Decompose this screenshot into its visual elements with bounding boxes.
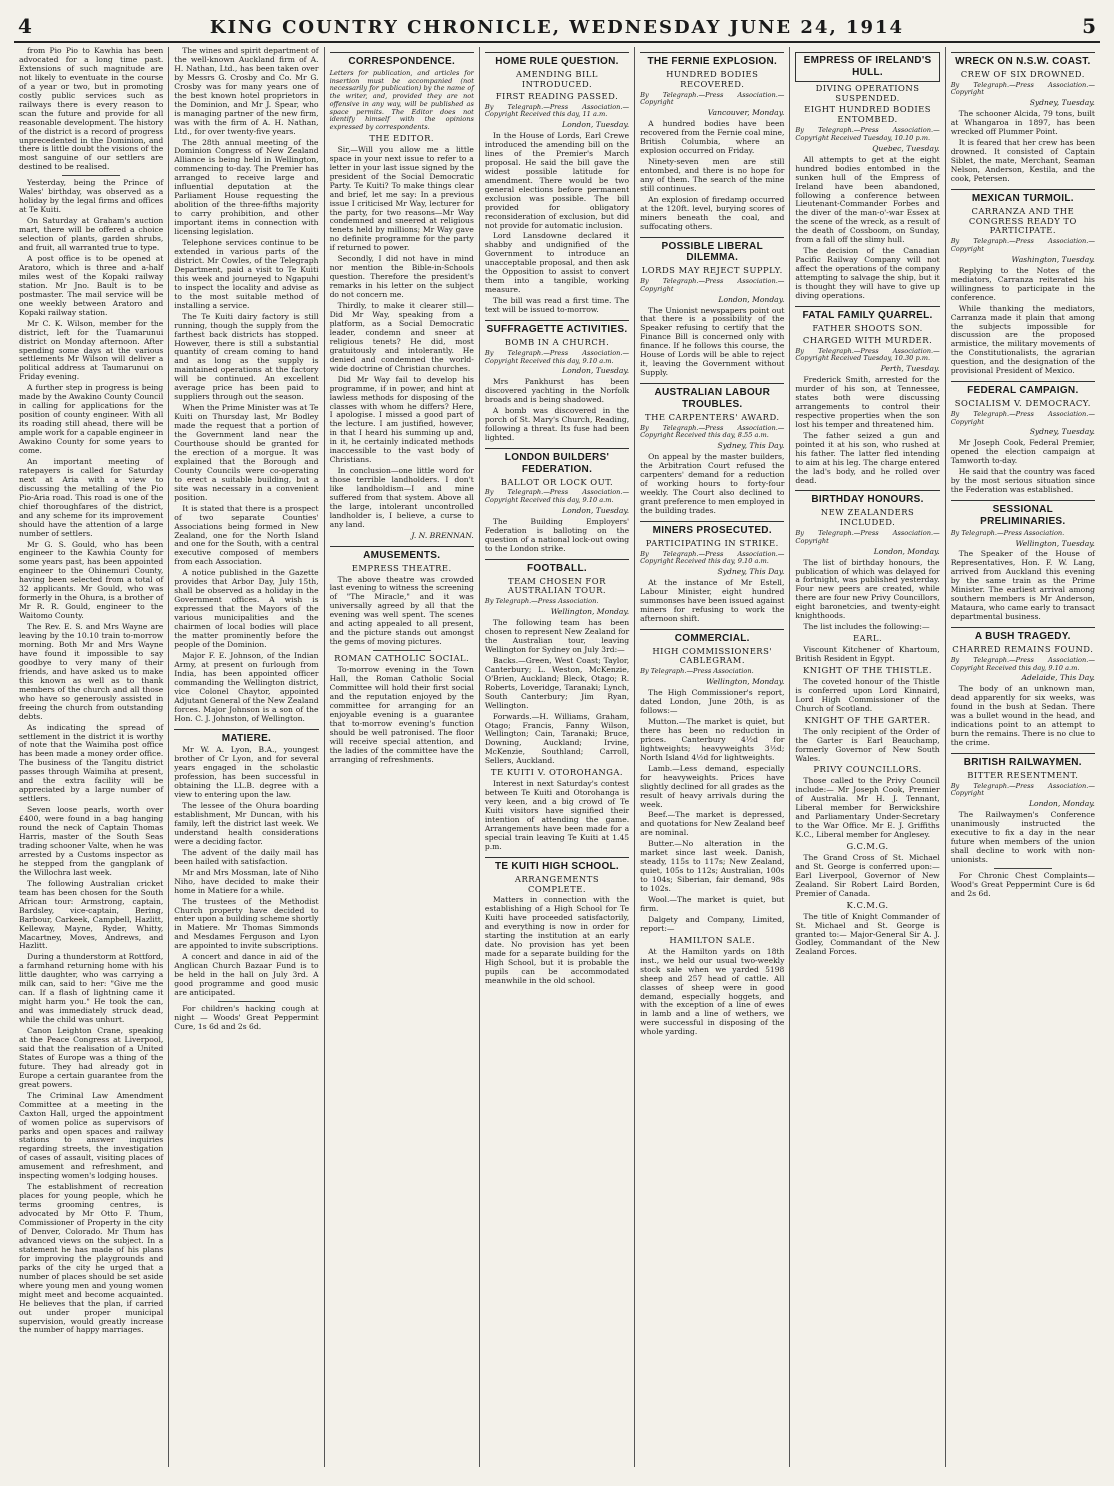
wire-credit: By Telegraph.—Press Association.—Copyright (950, 80, 1095, 97)
dateline: Vancouver, Monday. (707, 108, 785, 118)
letter-signature: J. N. BRENNAN. (411, 530, 474, 540)
paragraph: Interest in next Saturday's contest between Te Kuiti and Otorohanga is very keen, and a big crowd of Te Kuiti visitors have signified their intention of attending the game. Arrangements have been made for a special train leaving Te Kuiti at 1.45 p.m. (484, 779, 630, 851)
paragraph: The Speaker of the House of Representatives, Hon. F. W. Lang, arrived from Auckland this evening by the same train as the Prime Minister. The earliest arrival among southern members is Mr Anderson, Mataura, who came early to transact departmental business. (950, 549, 1095, 622)
divider (994, 868, 1052, 869)
paragraph: Dalgety and Company, Limited, report:— (640, 914, 785, 933)
headline-family-quarrel: FATAL FAMILY QUARREL. (795, 306, 939, 322)
dateline: Sydney, Tuesday. (1029, 427, 1095, 437)
headline-british-railwaymen: BRITISH RAILWAYMEN. (951, 753, 1095, 769)
masthead (14, 10, 1100, 43)
paragraph: Mrs Pankhurst has been discovered yachting in the Norfolk broads and is being shadowed. (484, 377, 630, 405)
paragraph: A bomb was discovered in the porch of St. Mary's Church, Reading, following a threat. Its fuse had been lighted. (484, 406, 630, 442)
paragraph: Mr C. K. Wilson, member for the district, left for the Tuamarunui district on Monday afternoon. After spending some days at the various settlements Mr Wilson will deliver a political address at Taumarunui on Friday evening. (19, 318, 164, 382)
paragraph: The coveted honour of the Thistle is conferred upon Lord Kinnaird, Lord High Commissioner of the Church of Scotland. (795, 676, 940, 713)
paragraph: The Grand Cross of St. Michael and St. George is conferred upon:— Earl Liverpool, Governor of New Zealand. Sir Robert Laird Borden, Premier of Canada. (795, 852, 940, 898)
paragraph: The following Australian cricket team has been chosen for the South African tour: Armstrong, captain, Bardsley, vice-captain, Bering, Barbour, Carkeek, Campbell, Hazlitt, Kelleway, Mayne, Ryder, Whitty, Macartney, Moves, Andrews, and Hazlitt. (19, 878, 164, 951)
divider (62, 175, 120, 176)
subhead: DIVING OPERATIONS SUSPENDED. (815, 82, 920, 103)
dateline: Sydney, This Day. (717, 441, 785, 451)
paragraph: When the Prime Minister was at Te Kuiti on Thursday last, Mr Bodley made the request that a portion of the Government land near the Courthouse should be granted for the erection of a morgue. It was explained that the Borough and County Councils were co-operating to erect a suitable building, but a site was necessary in a convenient position. (174, 403, 319, 502)
paragraph: A post office is to be opened at Aratoro, which is three and a-half miles west of the Kopaki railway station. Mr Jno. Bault is to be postmaster. The mail service will be one weekly between Aratoro and Kopaki railway station. (19, 253, 164, 317)
paragraph: On appeal by the master builders, the Arbitration Court refused the carpenters' demand for a reduction of working hours to forty-four weekly. The Court also declined to grant preference to men employed in the building trades. (640, 452, 785, 515)
paragraph: Lord Lansdowne declared it shabby and undignified of the Government to introduce an unacceptable proposal, and then ask the Opposition to assist to convert them into a tangible, working measure. (484, 231, 630, 295)
paragraph: Viscount Kitchener of Khartoum, British Resident in Egypt. (795, 645, 940, 664)
paragraph: The wines and spirit department of the well-known Auckland firm of A. H. Nathan, Ltd., has been taken over by Messrs G. Crosby and Co. Mr G. Crosby was for many years one of the best known hotel proprietors in the Dominion, and Mr J. Spear, who is managing partner of the new firm, was with the firm of A. H. Nathan, Ltd., for over twenty-five years. (174, 47, 319, 136)
paragraph: The Te Kuiti dairy factory is still running, though the supply from the farthest back districts has stopped. However, there is still a substantial quantity of cream coming to hand and as long as the supply is maintained operations at the factory will be continued. An excellent average price has been paid to suppliers through out the season. (174, 311, 319, 402)
honours-heading: G.C.M.G. (846, 841, 889, 852)
advertisement: For children's hacking cough at night — Woods' Great Peppermint Cure, 1s 6d and 2s 6d. (174, 1004, 319, 1031)
advertisement: For Chronic Chest Complaints—Wood's Great Peppermint Cure is 6d and 2s 6d. (950, 870, 1095, 898)
subhead: EIGHT HUNDRED BODIES ENTOMBED. (804, 104, 931, 125)
paragraph: He said that the country was faced by the most serious situation since the Federation was established. (950, 467, 1095, 495)
subhead: CHARGED WITH MURDER. (802, 334, 933, 345)
column-3 (325, 47, 480, 1467)
paragraph: Beef.—The market is depressed, and quotations for New Zealand beef are nominal. (640, 810, 785, 838)
paragraph: The Railwaymen's Conference unanimously instructed the executive to fix a day in the near future when members of the union shall decline to work with non-unionists. (950, 810, 1095, 864)
subhead: TEAM CHOSEN FOR AUSTRALIAN TOUR. (507, 575, 607, 596)
headline-high-school: TE KUITI HIGH SCHOOL. (485, 857, 629, 873)
paragraph: The list includes the following:— (803, 622, 930, 632)
headline-federal-campaign: FEDERAL CAMPAIGN. (951, 381, 1095, 397)
paragraph: In the House of Lords, Earl Crewe introduced the amending bill on the lines of the Premier's March proposal. He said the bill gave the widest possible latitude for amendment. There would be two general elections before permanent exclusion was possible. The bill provided for obligatory reconsideration of exclusion, but did not provide for automatic inclusion. (484, 131, 630, 230)
paragraph: The list of birthday honours, the publication of which was delayed for a fortnight, was published yesterday. Four new peers are created, while there are four new Privy Councillors, eight baronetcies, and twenty-eight knighthoods. (795, 557, 940, 621)
headline-commercial: COMMERCIAL. (640, 629, 784, 645)
salutation: THE EDITOR. (369, 132, 435, 143)
paragraph: While thanking the mediators, Carranza made it plain that among the subjects impossible for discussion are the proposed armistice, the military movements of the Constitutionalists, the agrarian question, and the designation of the provisional President of Mexico. (950, 303, 1095, 376)
subhead-empress-theatre: EMPRESS THEATRE. (351, 562, 452, 573)
headline-suffragette: SUFFRAGETTE ACTIVITIES. (485, 320, 629, 336)
paragraph: The following team has been chosen to represent New Zealand for the Australian tour, leaving Wellington for Sydney on July 3rd:— (484, 618, 630, 654)
column-2 (169, 47, 324, 1467)
paragraph: Forwards.—H. Williams, Graham, Otago; Francis, Fanny Wilson, Wellington; Cain, Taranaki; Bruce, Downing, Auckland; Irvine, McKenzie, Southland; Carroll, Sellers, Auckland. (484, 711, 630, 766)
paragraph: In conclusion—one little word for those terrible landholders. I don't like landholdism—I and mine suffered from that system. Above all the large, intolerant uncontrolled landholder is, I believe, a curse to any land. (329, 466, 474, 529)
headline-mexican-turmoil: MEXICAN TURMOIL. (951, 189, 1095, 205)
headline-bush-tragedy: A BUSH TRAGEDY. (951, 627, 1095, 643)
subhead: ARRANGEMENTS COMPLETE. (514, 873, 600, 894)
subhead: SOCIALISM V. DEMOCRACY. (954, 398, 1091, 409)
paragraph: Mr G. S. Gould, who has been engineer to the Kawhia County for some years past, has been appointed engineer to the Ohinemuri County, having been selected from a total of 32 applicants. Mr Gould, who was formerly in the Ohura, is a brother of Mr R. R. Gould, engineer to the Waitomo County. (19, 539, 164, 621)
paragraph: A further step in progress is being made by the Awakino County Council in calling for applications for the position of county engineer. With all its roading still ahead, there will be ample work for a capable engineer in Awakino County for some years to come. (19, 383, 164, 455)
paragraph: The Criminal Law Amendment Committee at a meeting in the Caxton Hall, urged the appointment of women police as supervisors of parks and open spaces and railway stations to answer inquiries regarding streets, the investigation of cases of assault, visiting places of amusement and refreshment, and inspecting women's lodging houses. (19, 1090, 164, 1181)
headline-builders: LONDON BUILDERS' FEDERATION. (485, 448, 629, 476)
honours-heading: PRIVY COUNCILLORS. (813, 764, 922, 775)
paragraph: An important meeting of ratepayers is called for Saturday next at Aria with a view to discussing the metalling of the Pio Pio-Aria road. This road is one of the chief thoroughfares of the district, and any scheme for its improvement should have the attention of a large number of settlers. (19, 456, 164, 538)
paragraph: Canon Leighton Crane, speaking at the Peace Congress at Liverpool, said that the realisation of a United States of Europe was a thing of the future. They had already got in Europe a certain guarantee from the great powers. (19, 1026, 164, 1089)
paragraph: The Building Employers' Federation is balloting on the question of a national lock-out owing to the London strike. (484, 516, 630, 553)
dateline: Sydney, Tuesday. (1029, 98, 1095, 108)
paragraph: Telephone services continue to be extended in various parts of the district. Mr Cowles, of the Telegraph Department, paid a visit to Te Kuiti this week and journeyed to Ngapuhi to inspect the locality and advise as to the most suitable method of installing a service. (174, 238, 319, 310)
paragraph: A notice published in the Gazette provides that Arbor Day, July 15th, shall be observed as a holiday in the Government offices. A wish is expressed that the Mayors of the various municipalities and the chairmen of local bodies will place the matter prominently before the people of the Dominion. (174, 568, 319, 649)
paragraph: The only recipient of the Order of the Garter is Earl Beauchamp, formerly Governor of New South Wales. (795, 726, 940, 763)
wire-credit: By Telegraph.—Press Association.—Copyright Received this day, 9.10 a.m. (484, 488, 630, 505)
honours-heading: K.C.M.G. (846, 899, 889, 910)
column-1 (14, 47, 169, 1467)
subhead: AMENDING BILL INTRODUCED. (516, 68, 598, 89)
subhead: BALLOT OR LOCK OUT. (500, 476, 614, 487)
subhead: FATHER SHOOTS SON. (812, 322, 923, 333)
paragraph: During a thunderstorm at Rottford, a farmhand returning home with his little daughter, who was carrying a milk can, said to her: "Give me the can. If a flash of lightning came it might harm you." He took the can, and was immediately struck dead, while the child was unhurt. (19, 952, 164, 1025)
dateline: Sydney, This Day. (717, 567, 785, 577)
subhead: CREW OF SIX DROWNED. (960, 68, 1085, 79)
paragraph: Mr and Mrs Mossman, late of Niho Niho, have decided to make their home in Matiere for a while. (174, 867, 319, 895)
paragraph: Butter.—No alteration in the market since last week. Danish, steady, 115s to 117s; New Zealand, quiet, 105s to 112s; Australian, 100s to 104s; Siberian, fair demand, 98s to 102s. (640, 839, 785, 894)
wire-credit: By Telegraph.—Press Association. (484, 597, 599, 606)
subhead: HUNDRED BODIES RECOVERED. (666, 68, 759, 89)
subhead: HAMILTON SALE. (669, 934, 756, 945)
honours-heading: EARL. (852, 633, 883, 644)
paragraph: Backs.—Green, West Coast; Taylor, Canterbury; L. Weston, McKenzie, O'Brien, Auckland; Bleck, Otago; R. Roberts, Loveridge, Taranaki; Lynch, South Canterbury; Jim Ryan, Wellington. (484, 655, 630, 710)
column-7 (946, 47, 1100, 1467)
wire-credit: By Telegraph.—Press Association.—Copyright (640, 277, 785, 293)
headline-amusements: AMUSEMENTS. (330, 546, 474, 562)
newspaper-title: KING COUNTRY CHRONICLE, WEDNESDAY JUNE 24, 1914 (209, 17, 905, 38)
wire-credit: By Telegraph.—Press Association.—Copyright (950, 409, 1095, 426)
subhead: FIRST READING PASSED. (495, 90, 619, 101)
paragraph: The decision of the Canadian Pacific Railway Company will not affect the operations of the company attempting to salvage the ship, but it is thought they will have to give up diving operations. (795, 246, 940, 300)
paragraph: Major F. E. Johnson, of the Indian Army, at present on furlough from India, has been appointed officer commanding the Wellington district, vice Colonel Chaytor, appointed Adjutant General of the New Zealand forces. Major Johnson is a son of the Hon. C. J. Johnston, of Wellington. (174, 650, 319, 723)
wire-credit: By Telegraph.—Press Association.—Copyright (950, 237, 1095, 254)
paragraph: The schooner Alcida, 79 tons, built at Whangaroa in 1897, has been wrecked off Plummer Point. (950, 109, 1095, 137)
headline-matiere: MATIERE. (174, 729, 318, 745)
wire-credit: By Telegraph.—Press Association.—Copyright Received this day, 9.10 a.m. (484, 348, 630, 365)
paragraph: It is stated that there is a prospect of two separate Counties' Associations being formed in New Zealand, one for the North Island and one for the South, with a central executive composed of members from each Association. (174, 503, 319, 567)
wire-credit: By Telegraph.—Press Association.—Copyright Received this day, 11 a.m. (484, 102, 630, 119)
dateline: Quebec, Tuesday. (872, 143, 940, 153)
paragraph: To-morrow evening in the Town Hall, the Roman Catholic Social Committee will hold their first social and the reputation enjoyed by the committee for arranging for an enjoyable evening is a guarantee that to-morrow evening's function should be well patronised. The floor will receive special attention, and the ladies of the committee have the arranging of refreshments. (329, 665, 474, 764)
dateline: London, Monday. (1028, 799, 1095, 809)
paragraph: Wool.—The market is quiet, but firm. (640, 895, 785, 913)
headline-football: FOOTBALL. (485, 559, 629, 575)
subhead: HIGH COMMISSIONERS' CABLEGRAM. (652, 645, 773, 666)
dateline: London, Tuesday. (562, 366, 630, 376)
column-6 (790, 47, 945, 1467)
paragraph: Those called to the Privy Council include:— Mr Joseph Cook, Premier of Australia. Mr H. J. Tennant, Liberal member for Berwickshire and Parliamentary Under-Secretary to the War Office. Mr E. J. Griffiths K.C., Liberal member for Anglesey. (795, 776, 940, 840)
paragraph: The Rev. E. S. and Mrs Wayne are leaving by the 10.10 train to-morrow morning. Both Mr and Mrs Wayne have found it impossible to say goodbye to very many of their friends, and have asked us to make this known as well as to thank members of the church and all those who have so generously assisted in freeing the church from outstanding debts. (19, 622, 164, 721)
dateline: Wellington, Monday. (706, 677, 785, 687)
paragraph: The Unionist newspapers point out that there is a possibility of the Speaker refusing to certify that the Finance Bill is concerned only with finance. If he follows this course, the House of Lords will be able to reject it, leaving the Government without Supply. (640, 305, 785, 378)
paragraph: Sir,—Will you allow me a little space in your next issue to refer to a letter in your last issue signed by the president of the Social Democratic Party. Te Kuiti? To make things clear and brief, let me say: In a previous issue I criticised Mr Way, lecturer for the party, for two reasons—Mr Way condemned and sneered at religious tenets held by millions; Mr Way gave no definite programme for the party if returned to power. (329, 144, 474, 253)
wire-credit: By Telegraph.—Press Association.—Copyright Received this day, 9.10 a.m. (640, 549, 785, 566)
paragraph: Lamb.—Less demand, especially for heavyweights. Prices have slightly declined for all grades as the result of heavy arrivals during the week. (640, 763, 785, 809)
headline-birthday-honours: BIRTHDAY HONOURS. (795, 490, 939, 506)
paragraph: Mr Joseph Cook, Federal Premier, opened the election campaign at Tamworth to-day. (950, 438, 1095, 466)
paragraph: The 28th annual meeting of the Dominion Congress of New Zealand Alliance is being held in Wellington, commencing to-day. The Premier has arranged to receive large and influential deputation at the Parliament House requesting the abolition of the three-fifths majority to carry prohibition, and other important items in connection with licensing legislation. (174, 137, 319, 237)
column-4 (480, 47, 635, 1467)
paragraph: The title of Knight Commander of St. Michael and St. George is granted to:— Major-General Sir A. J. Godley, Commandant of the New Zealand Forces. (795, 911, 940, 957)
subhead: TE KUITI V. OTOROHANGA. (490, 767, 624, 778)
dateline: Wellington, Monday. (550, 607, 630, 617)
paragraph: Mutton.—The market is quiet, but there has been no reduction in prices. Canterbury 4½d for lightweights; heavyweights 3½d; North Island 4½d for lightweights. (640, 716, 785, 762)
page-number-right: 5 (1082, 14, 1096, 38)
dateline: Washington, Tuesday. (1011, 254, 1095, 264)
paragraph: The advent of the daily mail has been hailed with satisfaction. (174, 847, 319, 866)
paragraph: Replying to the Notes of the mediators, Carranza reiterated his willingness to participate in the conference. (950, 265, 1095, 302)
paragraph: It is feared that her crew has been drowned. It consisted of Captain Siblet, the mate, Merchant, Seaman Nelson, Anderson, Kestila, and the cook, Petersen. (950, 138, 1095, 183)
subhead: LORDS MAY REJECT SUPPLY. (641, 265, 783, 276)
dateline: London, Tuesday. (562, 120, 630, 130)
subhead: NEW ZEALANDERS INCLUDED. (820, 507, 915, 528)
paragraph: As indicating the spread of settlement in the district it is worthy of note that the Waimiha post office has been made a money order office. The business of the Tangitu district passes through Waimiha at present, and the extra facility will be appreciated by a large number of settlers. (19, 722, 164, 804)
headline-wreck-nsw: WRECK ON N.S.W. COAST. (951, 52, 1095, 68)
subhead-roman-catholic-social: ROMAN CATHOLIC SOCIAL. (334, 653, 470, 664)
wire-credit: By Telegraph.—Press Association.—Copyright Received this day, 9.10 a.m. (950, 655, 1095, 672)
paragraph: The High Commissioner's report, dated London, June 20th, is as follows:— (640, 688, 785, 715)
dateline: London, Monday. (718, 294, 785, 304)
divider (218, 1001, 276, 1002)
honours-heading: KNIGHT OF THE GARTER. (804, 714, 931, 725)
honours-heading: KNIGHT OF THE THISTLE. (803, 665, 933, 676)
page-number-left: 4 (18, 14, 32, 38)
paragraph: Ninety-seven men are still entombed, and there is no hope for any of them. The search of the mine still continues. (640, 156, 785, 193)
paragraph: Did Mr Way fail to develop his programme, if in power, and hint at lawless methods for disposing of the classes with whom he differs? Here, I apologise. I missed a good part of the lecture. I am justified, however, in that I heard his summing up and, in it, he certainly indicated methods inaccessible to the vast body of Christians. (329, 374, 474, 465)
paragraph: Seven loose pearls, worth over £400, were found in a bag hanging round the neck of Captain Thomas Harris, master of the South Seas trading schooner Valte, when he was arrested by a Customs inspector as he stepped from the gangplank of the Willochra last week. (19, 805, 164, 877)
paragraph: The lessee of the Ohura boarding establishment, Mr Duncan, with his family, left the district last week. We understand health considerations were a deciding factor. (174, 801, 319, 846)
headline-fernie-explosion: THE FERNIE EXPLOSION. (640, 52, 784, 68)
paragraph: Secondly, I did not have in mind nor mention the Bible-in-Schools question. Therefore the president's remarks in his letter on the subject do not concern me. (329, 254, 474, 300)
wire-credit: By Telegraph.—Press Association.—Copyright (640, 90, 785, 107)
headline-liberal-dilemma: POSSIBLE LIBERAL DILEMMA. (640, 237, 784, 265)
dateline: Wellington, Tuesday. (1015, 538, 1095, 548)
wire-credit: By Telegraph.—Press Association.—Copyright (795, 529, 940, 545)
dateline: Adelaide, This Day. (1021, 673, 1095, 683)
dateline: Perth, Tuesday. (880, 364, 940, 374)
paragraph: A concert and dance in aid of the Anglican Church Bazaar Fund is to be held in the hall on July 3rd. A good programme and good music are anticipated. (174, 952, 319, 998)
paragraph: The trustees of the Methodist Church property have decided to enter upon a building scheme shortly in Matiere. Mr Thomas Simmonds and Mesdames Ferguson and Lyon are appointed to invite subscriptions. (174, 896, 319, 951)
paragraph: from Pio Pio to Kawhia has been advocated for a long time past. Extensions of such magnitude are not likely to eventuate in the course of a year or two, but in promoting costly public services such as railways there is every reason to scan the future and provide for all reasonable development. The history of the district is a record of progress unprecedented in the Dominion, and there is little doubt the visions of the most sanguine of our settlers are destined to be realised. (19, 47, 164, 172)
headline-empress-of-ireland: EMPRESS OF IRELAND'S HULL. (795, 52, 939, 82)
dateline: London, Tuesday. (562, 505, 630, 515)
wire-credit: By Telegraph.—Press Association. (950, 528, 1065, 537)
paragraph: The above theatre was crowded last evening to witness the screening of "The Miracle," and it was universally agreed by all that the evening was well spent. The scenes and acting appealed to all present, and the picture stands out amongst the gems of moving pictures. (329, 574, 474, 647)
paragraph: A hundred bodies have been recovered from the Fernie coal mine, British Columbia, where an explosion occurred on Friday. (640, 119, 785, 155)
headline-sessional-preliminaries: SESSIONAL PRELIMINARIES. (951, 500, 1095, 528)
subhead: PARTICIPATING IN STRIKE. (645, 537, 779, 548)
paragraph: On Saturday at Graham's auction mart, there will be offered a choice selection of plants, garden shrubs, and fruit, all warranted true to type. (19, 216, 164, 253)
editorial-note: Letters for publication, and articles for insertion must be accompanied (not necessarily for publication) by the name of the writer, and, provided they are not offensive in any way, will be published as space permits. The Editor does not identify himself with the opinions expressed by correspondents. (329, 68, 474, 132)
dateline: London, Monday. (873, 546, 940, 556)
headline-home-rule: HOME RULE QUESTION. (485, 52, 629, 68)
wire-credit: By Telegraph.—Press Association.—Copyright Received this day, 8.55 a.m. (640, 423, 785, 440)
paragraph: Matters in connection with the establishing of a High School for Te Kuiti have proceeded satisfactorily, and everything is now in order for starting the institution at an early date. No provision has yet been made for a separate building for the High School, but it is probable the pupils can be accommodated meanwhile in the old school. (484, 895, 630, 986)
paragraph: Mr W. A. Lyon, B.A., youngest brother of Cr Lyon, and for several years engaged in the scholastic profession, has been successful in obtaining the LL.B. degree with a view to entering upon the law. (174, 745, 319, 800)
subhead: THE CARPENTERS' AWARD. (644, 411, 780, 422)
divider (373, 650, 431, 651)
wire-credit: By Telegraph.—Press Association. (640, 667, 754, 676)
paragraph: At the instance of Mr Estell, Labour Minister, eight hundred summonses have been issued against miners for refusing to work the afternoon shift. (640, 577, 785, 623)
wire-credit: By Telegraph.—Press Association.—Copyright Received Tuesday, 10.30 p.m. (795, 346, 940, 363)
subhead: CARRANZA AND THE CONGRESS READY TO PARTICIPATE. (968, 205, 1077, 236)
wire-credit: By Telegraph.—Press Association.—Copyright Received Tuesday, 10.10 p.m. (795, 126, 940, 142)
wire-credit: By Telegraph.—Press Association.—Copyright (950, 781, 1095, 798)
paragraph: At the Hamilton yards on 18th inst., we held our usual two-weekly stock sale when we yarded 5198 sheep and 257 head of cattle. All classes of sheep were in good demand, especially hoggets, and with the exception of a line of ewes in lamb and a line of wethers, we were successful in disposing of the whole yarding. (640, 946, 785, 1037)
subhead: BOMB IN A CHURCH. (504, 336, 610, 347)
paragraph: Thirdly, to make it clearer still—Did Mr Way, speaking from a platform, as a Social Democratic leader, condemn and sneer at religious tenets? He did, most gratuitously and intolerantly. He denied and condemned the world-wide doctrine of Christian churches. (329, 301, 474, 373)
headline-miners-prosecuted: MINERS PROSECUTED. (640, 521, 784, 537)
paragraph: An explosion of firedamp occurred at the 120ft. level, burying scores of miners beneath the coal, and suffocating others. (640, 194, 785, 231)
paragraph: The father seized a gun and pointed it at his son, who rushed at his father. The latter fled intending to aim at his leg. The charge entered the lad's body, and he rolled over dead. (795, 430, 940, 485)
paragraph: The bill was read a first time. The text will be issued to-morrow. (484, 296, 630, 315)
paragraph: Frederick Smith, arrested for the murder of his son, at Tennessee, states both were discussing arrangements to control their respective properties when the son lost his temper and threatened him. (795, 375, 940, 429)
paragraph: Yesterday, being the Prince of Wales' birthday, was observed as a holiday by the legal firms and offices at Te Kuiti. (19, 178, 164, 215)
column-5 (635, 47, 790, 1467)
paragraph: The body of an unknown man, dead apparently for six weeks, was found in the bush at Sedan. There was a bullet wound in the head, and indications point to an attempt to burn the remains. There is no clue to the crime. (950, 684, 1095, 747)
subhead: CHARRED REMAINS FOUND. (952, 643, 1094, 654)
headline-correspondence: CORRESPONDENCE. (330, 52, 474, 68)
headline-australian-labour: AUSTRALIAN LABOUR TROUBLES. (640, 383, 784, 411)
subhead: BITTER RESENTMENT. (967, 769, 1079, 780)
columns (14, 47, 1100, 1467)
paragraph: All attempts to get at the eight hundred bodies entombed in the sunken hull of the Empress of Ireland have been abandoned, following a conference between Lieutenant-Commander Forbes and the diver of the man-o'-war Essex at the scene of the wreck, as a result of the death of Cossboom, on Sunday, from a fall off the slimy hull. (795, 154, 940, 245)
paragraph: The establishment of recreation places for young people, which he terms grooming centres, is advocated by Mr Otto F. Thum, Commissioner of Property in the city of Denver, Colorado. Mr Thum has advanced views on the subject. In a statement he has made of his plans for improving the playgrounds and parks of the city he urged that a number of places should be set aside where young men and young women might meet and become acquainted. He believes that the plan, if carried out under proper municipal supervision, would greatly increase the number of happy marriages. (19, 1182, 164, 1335)
